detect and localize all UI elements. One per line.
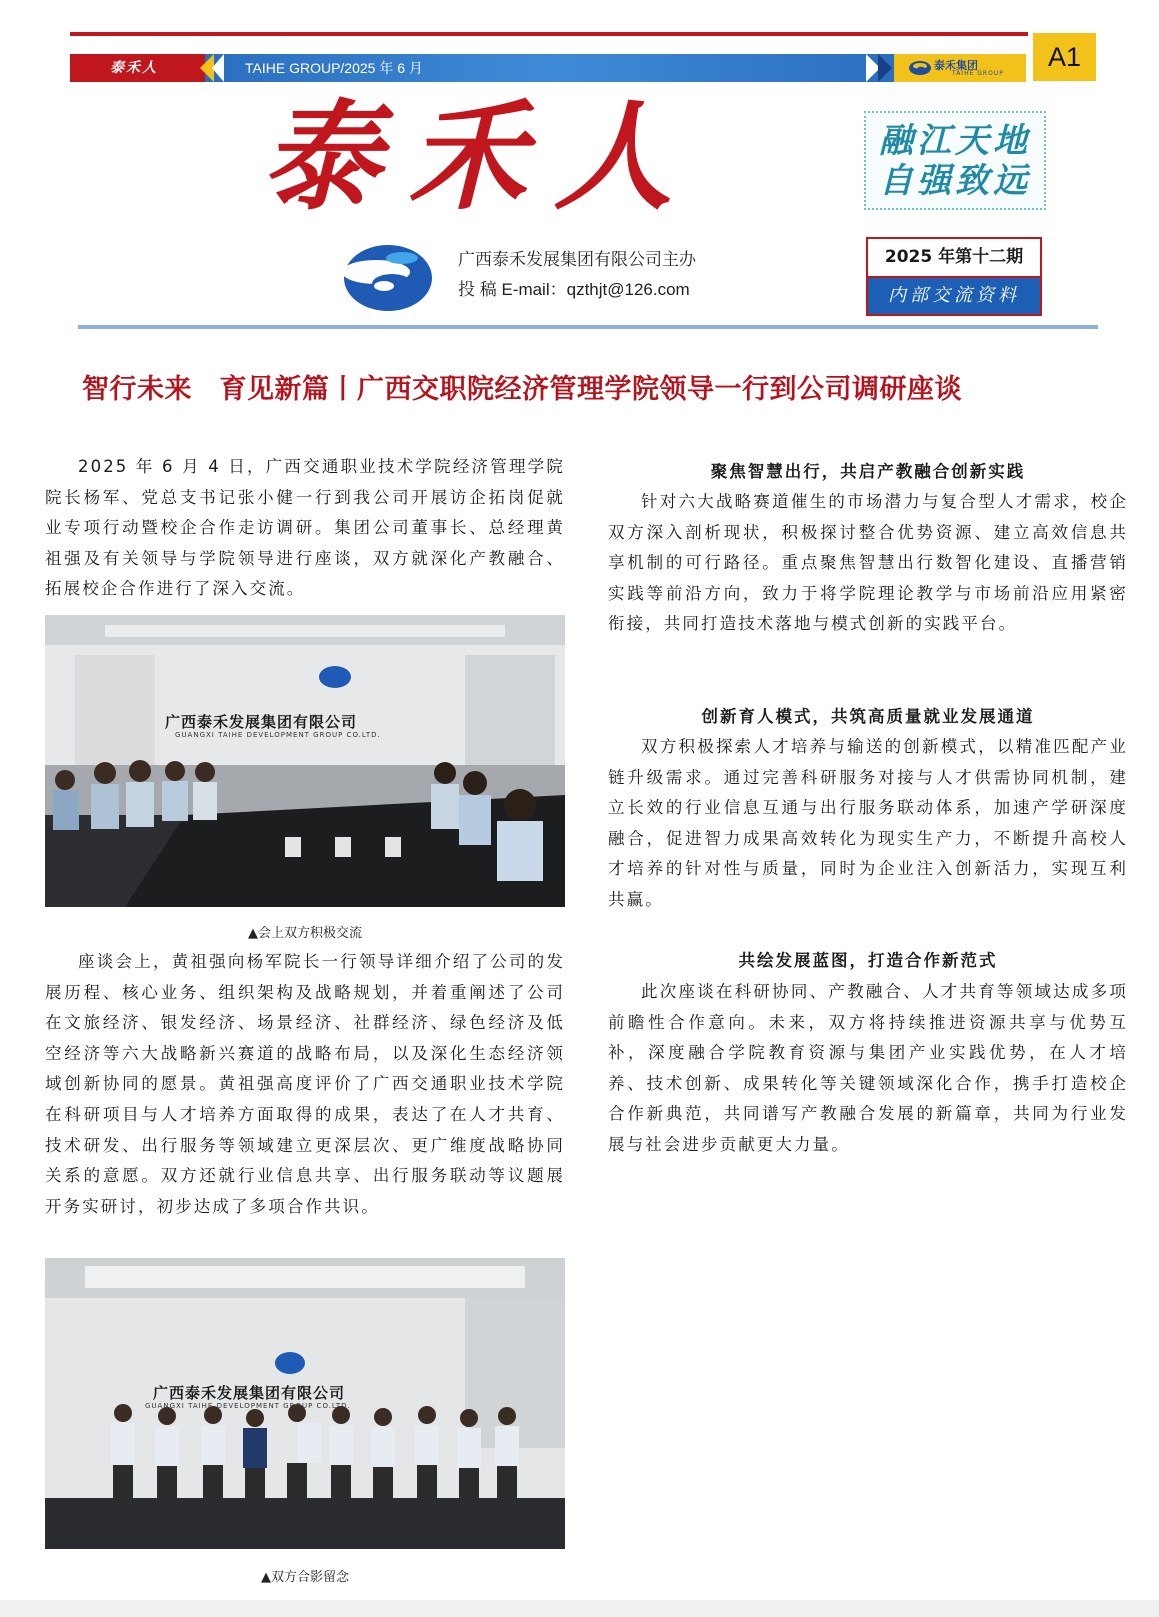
page-footer-strip [0,1600,1159,1617]
caption-meeting: ▲会上双方积极交流 [248,926,362,941]
photo-sign-cn: 广西泰禾发展集团有限公司 [165,713,358,731]
photo-sign-cn: 广西泰禾发展集团有限公司 [153,1384,346,1402]
chevron-right-icon [878,54,892,82]
sponsor-text: 广西泰禾发展集团有限公司主办 [458,250,696,269]
section-title-2: 创新育人模式，共筑高质量就业发展通道 [701,707,1035,726]
header-band-logo [894,54,1026,82]
chevron-left-icon [212,54,224,82]
slogan-box [864,111,1046,210]
internal-label: 内部交流资料 [866,276,1042,316]
company-logo-icon [338,238,434,314]
header-band-left: 泰禾人 [70,54,210,82]
section-body-2: 双方积极探索人才培养与输送的创新模式，以精准匹配产业链升级需求。通过完善科研服务对接与人才供需协同机制，建立长效的行业信息互通与出行服务联动体系，加速产学研深度融合，促进智力成果高效转化为现实生产力，不断提升高校人才培养的针对性与质量，同时为企业注入创新活力，实现互利共赢。 [608,737,1128,909]
header-band-middle: TAIHE GROUP/2025 年 6 月 [205,54,900,82]
band-logo-text: 泰禾集团 [934,59,978,72]
section-title-3: 共绘发展蓝图，打造合作新范式 [738,951,998,970]
section-title-1: 聚焦智慧出行，共启产教融合创新实践 [710,462,1026,481]
article-headline: 智行未来 育见新篇丨广西交职院经济管理学院领导一行到公司调研座谈 [82,374,962,404]
slogan-line-2: 自强致远 [879,161,1031,201]
meeting-photo-image [45,615,565,907]
photo-sign-en: GUANGXI TAIHE DEVELOPMENT GROUP CO.LTD. [145,1402,351,1410]
issue-number: 2025 年第十二期 [866,237,1042,278]
page-number: A1 [1033,33,1096,81]
top-rule [70,32,1028,36]
slogan-line-1: 融江天地 [879,121,1031,161]
band-logo-text-en: TAIHE GROUP [952,70,1004,77]
company-logo-icon [908,59,932,77]
section-body-1: 针对六大战略赛道催生的市场潜力与复合型人才需求，校企双方深入剖析现状，积极探讨整合优势资源、建立高效信息共享机制的可行路径。重点聚焦智慧出行数智化建设、直播营销实践等前沿方向，致力于将学院理论教学与市场前沿应用紧密衔接，共同打造技术落地与模式创新的实践平台。 [608,492,1128,634]
paragraph-meeting: 座谈会上，黄祖强向杨军院长一行领导详细介绍了公司的发展历程、核心业务、组织架构及战略规划，并着重阐述了公司在文旅经济、银发经济、场景经济、社群经济、绿色经济及低空经济等六大战略新兴赛道的战略布局，以及深化生态经济领域创新协同的愿景。黄祖强高度评价了广西交通职业技术学院在科研项目与人才培养方面取得的成果，表达了在人才共育、技术研发、出行服务等领域建立更深层次、更广维度战略协同关系的意愿。双方还就行业信息共享、出行服务联动等议题展开务实研讨，初步达成了多项合作共识。 [45,952,565,1216]
masthead-title: 泰禾人 [262,87,701,226]
paragraph-intro: 2025 年 6 月 4 日，广西交通职业技术学院经济管理学院院长杨军、党总支书记张小健一行到我公司开展访企拓岗促就业专项行动暨校企合作走访调研。集团公司董事长、总经理黄祖强及有关领导与学院领导进行座谈，双方就深化产教融合、拓展校企合作进行了深入交流。 [45,457,565,599]
section-body-3: 此次座谈在科研协同、产教融合、人才共育等领域达成多项前瞻性合作意向。未来，双方将持续推进资源共享与优势互补，深度融合学院教育资源与集团产业实践优势，在人才培养、技术创新、成果转化等关键领域深化合作，携手打造校企合作新典范，共同谱写产教融合发展的新篇章，共同为行业发展与社会进步贡献更大力量。 [608,982,1128,1154]
header-divider [78,325,1098,329]
photo-meeting [45,615,565,907]
caption-group: ▲双方合影留念 [261,1570,349,1585]
submission-email: 投 稿 E-mail：qzthjt@126.com [458,280,690,299]
photo-sign-en: GUANGXI TAIHE DEVELOPMENT GROUP CO.LTD. [175,731,381,739]
photo-group [45,1258,565,1549]
